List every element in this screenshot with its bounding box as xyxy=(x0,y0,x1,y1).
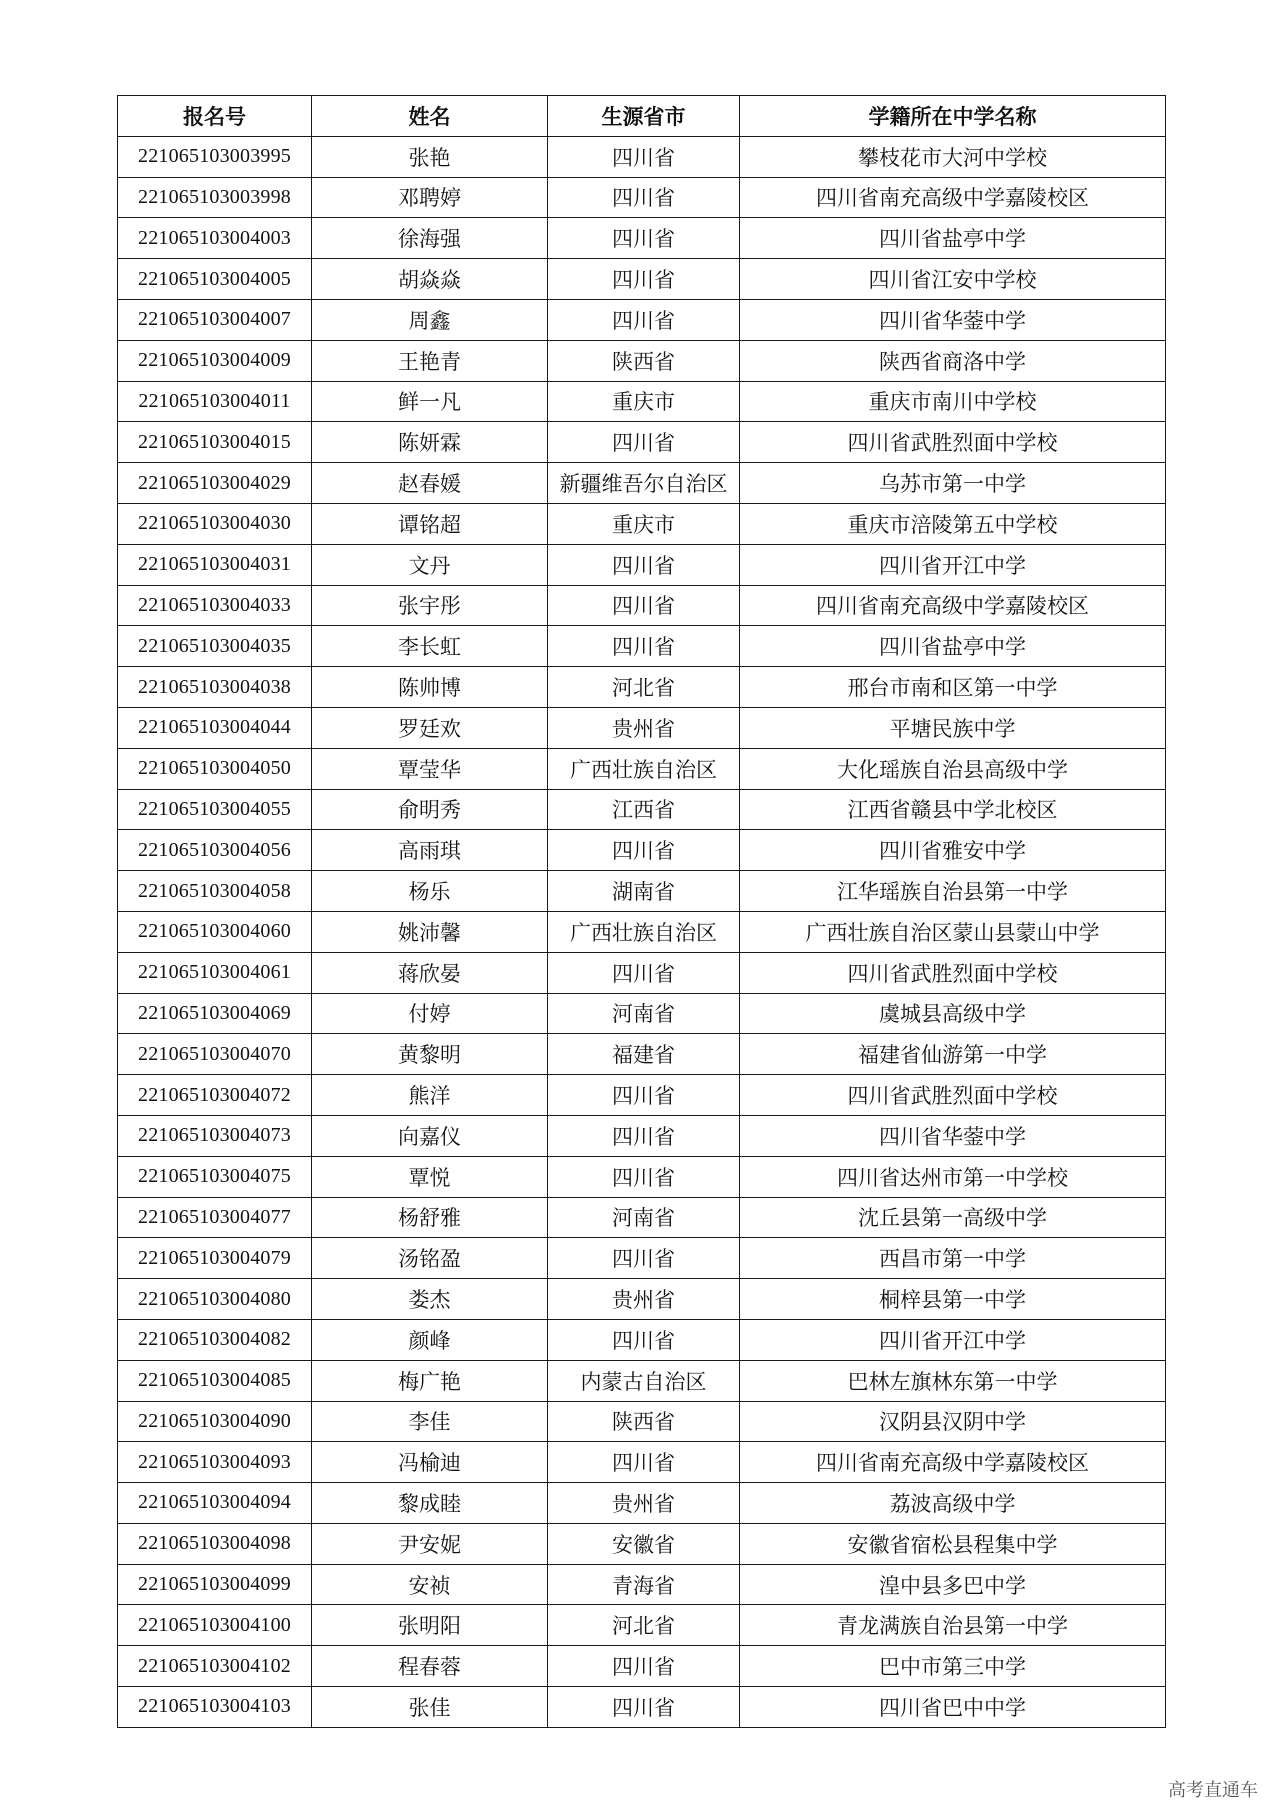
school-cell: 广西壮族自治区蒙山县蒙山中学 xyxy=(740,911,1166,952)
table-row xyxy=(118,911,1166,952)
table-row xyxy=(118,1115,1166,1156)
registration-number-cell: 221065103004090 xyxy=(118,1401,312,1442)
table-row xyxy=(118,422,1166,463)
name-cell: 李长虹 xyxy=(312,626,548,667)
table-row xyxy=(118,1401,1166,1442)
school-cell: 大化瑶族自治县高级中学 xyxy=(740,748,1166,789)
registration-number-cell: 221065103004055 xyxy=(118,789,312,830)
school-cell: 四川省华蓥中学 xyxy=(740,299,1166,340)
table-row xyxy=(118,993,1166,1034)
province-cell: 四川省 xyxy=(548,544,740,585)
table-row xyxy=(118,1360,1166,1401)
province-cell: 广西壮族自治区 xyxy=(548,748,740,789)
table-row xyxy=(118,626,1166,667)
name-cell: 谭铭超 xyxy=(312,503,548,544)
registration-number-cell: 221065103004100 xyxy=(118,1605,312,1646)
registration-number-cell: 221065103004003 xyxy=(118,218,312,259)
registration-number-cell: 221065103004038 xyxy=(118,667,312,708)
province-cell: 河北省 xyxy=(548,667,740,708)
registration-number-cell: 221065103004085 xyxy=(118,1360,312,1401)
name-cell: 黄黎明 xyxy=(312,1034,548,1075)
province-cell: 四川省 xyxy=(548,1238,740,1279)
registration-number-cell: 221065103004056 xyxy=(118,830,312,871)
province-cell: 河南省 xyxy=(548,993,740,1034)
province-cell: 新疆维吾尔自治区 xyxy=(548,463,740,504)
school-cell: 四川省盐亭中学 xyxy=(740,218,1166,259)
registration-number-cell: 221065103004098 xyxy=(118,1523,312,1564)
province-cell: 广西壮族自治区 xyxy=(548,911,740,952)
name-cell: 张佳 xyxy=(312,1687,548,1728)
table-row xyxy=(118,830,1166,871)
province-cell: 河南省 xyxy=(548,1197,740,1238)
province-cell: 福建省 xyxy=(548,1034,740,1075)
registration-number-cell: 221065103004033 xyxy=(118,585,312,626)
province-cell: 陕西省 xyxy=(548,1401,740,1442)
school-cell: 安徽省宿松县程集中学 xyxy=(740,1523,1166,1564)
school-cell: 四川省武胜烈面中学校 xyxy=(740,1075,1166,1116)
table-row xyxy=(118,136,1166,177)
registration-number-cell: 221065103004079 xyxy=(118,1238,312,1279)
registration-number-cell: 221065103004029 xyxy=(118,463,312,504)
province-cell: 四川省 xyxy=(548,177,740,218)
name-cell: 李佳 xyxy=(312,1401,548,1442)
province-cell: 江西省 xyxy=(548,789,740,830)
province-cell: 四川省 xyxy=(548,626,740,667)
table-row xyxy=(118,340,1166,381)
header-name: 姓名 xyxy=(312,96,548,137)
school-cell: 乌苏市第一中学 xyxy=(740,463,1166,504)
name-cell: 张明阳 xyxy=(312,1605,548,1646)
school-cell: 四川省江安中学校 xyxy=(740,259,1166,300)
table-row xyxy=(118,381,1166,422)
table-row xyxy=(118,1442,1166,1483)
watermark-text: 高考直通车 xyxy=(1168,1780,1258,1801)
registration-number-cell: 221065103004035 xyxy=(118,626,312,667)
school-cell: 湟中县多巴中学 xyxy=(740,1564,1166,1605)
school-cell: 四川省华蓥中学 xyxy=(740,1115,1166,1156)
table-row xyxy=(118,299,1166,340)
province-cell: 四川省 xyxy=(548,218,740,259)
registration-number-cell: 221065103004073 xyxy=(118,1115,312,1156)
school-cell: 西昌市第一中学 xyxy=(740,1238,1166,1279)
province-cell: 陕西省 xyxy=(548,340,740,381)
school-cell: 四川省武胜烈面中学校 xyxy=(740,422,1166,463)
table-row xyxy=(118,1564,1166,1605)
table-row xyxy=(118,1523,1166,1564)
table-header-row xyxy=(118,96,1166,137)
registration-number-cell: 221065103004082 xyxy=(118,1319,312,1360)
table-row xyxy=(118,177,1166,218)
registration-number-cell: 221065103004061 xyxy=(118,952,312,993)
registration-number-cell: 221065103004099 xyxy=(118,1564,312,1605)
name-cell: 杨舒雅 xyxy=(312,1197,548,1238)
name-cell: 姚沛馨 xyxy=(312,911,548,952)
registration-number-cell: 221065103004058 xyxy=(118,871,312,912)
name-cell: 邓聘婷 xyxy=(312,177,548,218)
school-cell: 巴中市第三中学 xyxy=(740,1646,1166,1687)
registration-number-cell: 221065103004075 xyxy=(118,1156,312,1197)
name-cell: 向嘉仪 xyxy=(312,1115,548,1156)
school-cell: 邢台市南和区第一中学 xyxy=(740,667,1166,708)
registration-number-cell: 221065103004077 xyxy=(118,1197,312,1238)
registration-number-cell: 221065103004102 xyxy=(118,1646,312,1687)
province-cell: 贵州省 xyxy=(548,1483,740,1524)
province-cell: 四川省 xyxy=(548,1156,740,1197)
school-cell: 四川省南充高级中学嘉陵校区 xyxy=(740,585,1166,626)
table-row xyxy=(118,218,1166,259)
registration-number-cell: 221065103004060 xyxy=(118,911,312,952)
school-cell: 重庆市涪陵第五中学校 xyxy=(740,503,1166,544)
registration-number-cell: 221065103004070 xyxy=(118,1034,312,1075)
school-cell: 桐梓县第一中学 xyxy=(740,1279,1166,1320)
name-cell: 颜峰 xyxy=(312,1319,548,1360)
registration-number-cell: 221065103004044 xyxy=(118,707,312,748)
registration-number-cell: 221065103004094 xyxy=(118,1483,312,1524)
province-cell: 湖南省 xyxy=(548,871,740,912)
name-cell: 文丹 xyxy=(312,544,548,585)
province-cell: 内蒙古自治区 xyxy=(548,1360,740,1401)
registration-number-cell: 221065103004050 xyxy=(118,748,312,789)
school-cell: 四川省巴中中学 xyxy=(740,1687,1166,1728)
province-cell: 青海省 xyxy=(548,1564,740,1605)
registration-number-cell: 221065103003998 xyxy=(118,177,312,218)
name-cell: 程春蓉 xyxy=(312,1646,548,1687)
name-cell: 汤铭盈 xyxy=(312,1238,548,1279)
name-cell: 黎成睦 xyxy=(312,1483,548,1524)
table-row xyxy=(118,1279,1166,1320)
table-row xyxy=(118,1197,1166,1238)
registration-number-cell: 221065103004069 xyxy=(118,993,312,1034)
table-row xyxy=(118,667,1166,708)
registration-number-cell: 221065103004031 xyxy=(118,544,312,585)
name-cell: 徐海强 xyxy=(312,218,548,259)
school-cell: 平塘民族中学 xyxy=(740,707,1166,748)
school-cell: 虞城县高级中学 xyxy=(740,993,1166,1034)
school-cell: 江西省赣县中学北校区 xyxy=(740,789,1166,830)
name-cell: 付婷 xyxy=(312,993,548,1034)
registration-number-cell: 221065103003995 xyxy=(118,136,312,177)
school-cell: 四川省盐亭中学 xyxy=(740,626,1166,667)
table-row xyxy=(118,952,1166,993)
province-cell: 安徽省 xyxy=(548,1523,740,1564)
province-cell: 四川省 xyxy=(548,1687,740,1728)
province-cell: 四川省 xyxy=(548,1319,740,1360)
school-cell: 四川省开江中学 xyxy=(740,544,1166,585)
header-province: 生源省市 xyxy=(548,96,740,137)
school-cell: 福建省仙游第一中学 xyxy=(740,1034,1166,1075)
name-cell: 熊洋 xyxy=(312,1075,548,1116)
school-cell: 江华瑶族自治县第一中学 xyxy=(740,871,1166,912)
name-cell: 尹安妮 xyxy=(312,1523,548,1564)
registration-number-cell: 221065103004005 xyxy=(118,259,312,300)
name-cell: 陈帅博 xyxy=(312,667,548,708)
registration-number-cell: 221065103004093 xyxy=(118,1442,312,1483)
name-cell: 梅广艳 xyxy=(312,1360,548,1401)
school-cell: 四川省开江中学 xyxy=(740,1319,1166,1360)
table-row xyxy=(118,1238,1166,1279)
name-cell: 胡焱焱 xyxy=(312,259,548,300)
table-row xyxy=(118,871,1166,912)
school-cell: 攀枝花市大河中学校 xyxy=(740,136,1166,177)
name-cell: 张艳 xyxy=(312,136,548,177)
name-cell: 赵春媛 xyxy=(312,463,548,504)
school-cell: 沈丘县第一高级中学 xyxy=(740,1197,1166,1238)
table-row xyxy=(118,789,1166,830)
province-cell: 四川省 xyxy=(548,830,740,871)
header-school: 学籍所在中学名称 xyxy=(740,96,1166,137)
province-cell: 四川省 xyxy=(548,585,740,626)
table-row xyxy=(118,503,1166,544)
registration-number-cell: 221065103004007 xyxy=(118,299,312,340)
registration-number-cell: 221065103004030 xyxy=(118,503,312,544)
name-cell: 娄杰 xyxy=(312,1279,548,1320)
table-row xyxy=(118,1483,1166,1524)
name-cell: 冯榆迪 xyxy=(312,1442,548,1483)
name-cell: 安祯 xyxy=(312,1564,548,1605)
registration-number-cell: 221065103004011 xyxy=(118,381,312,422)
table-row xyxy=(118,463,1166,504)
name-cell: 蒋欣晏 xyxy=(312,952,548,993)
name-cell: 张宇彤 xyxy=(312,585,548,626)
province-cell: 四川省 xyxy=(548,1646,740,1687)
province-cell: 重庆市 xyxy=(548,381,740,422)
school-cell: 四川省达州市第一中学校 xyxy=(740,1156,1166,1197)
table-row xyxy=(118,1075,1166,1116)
school-cell: 巴林左旗林东第一中学 xyxy=(740,1360,1166,1401)
province-cell: 四川省 xyxy=(548,136,740,177)
province-cell: 重庆市 xyxy=(548,503,740,544)
registration-number-cell: 221065103004080 xyxy=(118,1279,312,1320)
province-cell: 四川省 xyxy=(548,1075,740,1116)
school-cell: 陕西省商洛中学 xyxy=(740,340,1166,381)
registration-number-cell: 221065103004072 xyxy=(118,1075,312,1116)
table-row xyxy=(118,585,1166,626)
school-cell: 重庆市南川中学校 xyxy=(740,381,1166,422)
name-cell: 覃悦 xyxy=(312,1156,548,1197)
table-row xyxy=(118,1687,1166,1728)
province-cell: 四川省 xyxy=(548,1115,740,1156)
school-cell: 汉阴县汉阴中学 xyxy=(740,1401,1166,1442)
table-row xyxy=(118,1319,1166,1360)
school-cell: 荔波高级中学 xyxy=(740,1483,1166,1524)
registration-number-cell: 221065103004015 xyxy=(118,422,312,463)
table-row xyxy=(118,544,1166,585)
name-cell: 王艳青 xyxy=(312,340,548,381)
table-row xyxy=(118,707,1166,748)
province-cell: 四川省 xyxy=(548,259,740,300)
school-cell: 四川省南充高级中学嘉陵校区 xyxy=(740,1442,1166,1483)
table-row xyxy=(118,1156,1166,1197)
province-cell: 四川省 xyxy=(548,952,740,993)
admission-table xyxy=(117,95,1166,1728)
registration-number-cell: 221065103004103 xyxy=(118,1687,312,1728)
table-row xyxy=(118,1605,1166,1646)
province-cell: 河北省 xyxy=(548,1605,740,1646)
province-cell: 四川省 xyxy=(548,1442,740,1483)
province-cell: 贵州省 xyxy=(548,1279,740,1320)
table-row xyxy=(118,1034,1166,1075)
name-cell: 俞明秀 xyxy=(312,789,548,830)
header-registration-number: 报名号 xyxy=(118,96,312,137)
name-cell: 周鑫 xyxy=(312,299,548,340)
school-cell: 青龙满族自治县第一中学 xyxy=(740,1605,1166,1646)
table-row xyxy=(118,748,1166,789)
table-row xyxy=(118,1646,1166,1687)
province-cell: 四川省 xyxy=(548,299,740,340)
name-cell: 覃莹华 xyxy=(312,748,548,789)
name-cell: 鲜一凡 xyxy=(312,381,548,422)
name-cell: 陈妍霖 xyxy=(312,422,548,463)
school-cell: 四川省雅安中学 xyxy=(740,830,1166,871)
province-cell: 贵州省 xyxy=(548,707,740,748)
name-cell: 高雨琪 xyxy=(312,830,548,871)
name-cell: 罗廷欢 xyxy=(312,707,548,748)
school-cell: 四川省武胜烈面中学校 xyxy=(740,952,1166,993)
school-cell: 四川省南充高级中学嘉陵校区 xyxy=(740,177,1166,218)
name-cell: 杨乐 xyxy=(312,871,548,912)
registration-number-cell: 221065103004009 xyxy=(118,340,312,381)
table-row xyxy=(118,259,1166,300)
province-cell: 四川省 xyxy=(548,422,740,463)
